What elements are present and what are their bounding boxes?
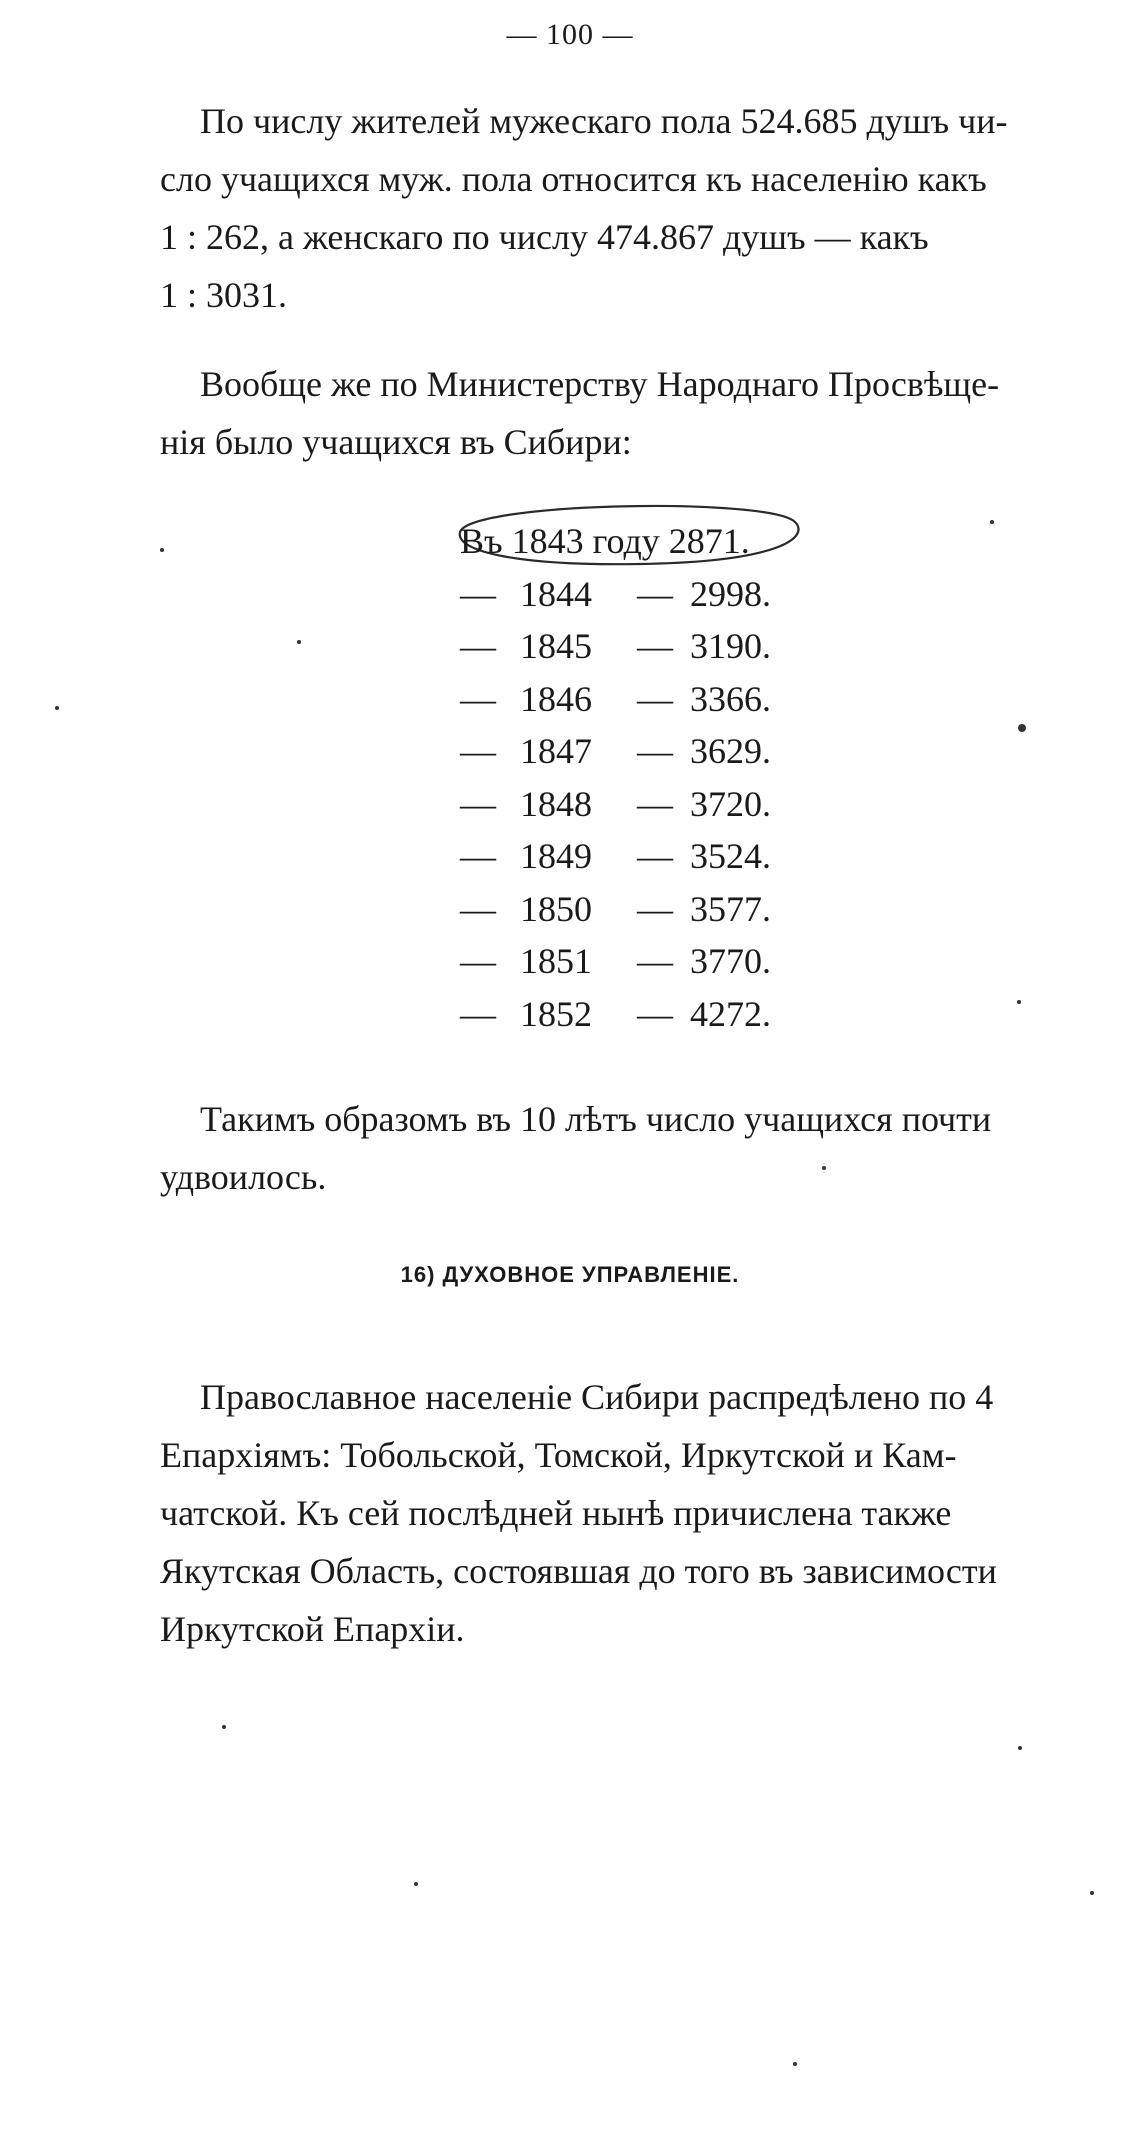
paragraph-ministry-students xyxy=(160,355,1080,471)
scan-speck xyxy=(414,1882,418,1886)
text-line: 1 : 262, а женскаго по числу 474.867 душъ — какъ xyxy=(160,217,929,257)
table-row xyxy=(460,568,800,621)
text-line: удвоилось. xyxy=(160,1157,327,1197)
count-cell: 4272. xyxy=(690,993,771,1034)
scan-speck xyxy=(990,520,994,524)
scan-speck xyxy=(297,640,301,644)
dash-separator: — xyxy=(637,993,673,1034)
count-cell: 2998. xyxy=(690,573,771,614)
table-row xyxy=(460,988,800,1041)
year-cell: 1847 xyxy=(520,731,592,771)
text-line: По числу жителей мужескаго пола 524.685 душъ чи- xyxy=(200,101,1008,141)
dash-separator: — xyxy=(460,941,496,981)
scan-speck xyxy=(1090,1891,1094,1895)
table-row xyxy=(460,673,800,726)
table-row xyxy=(460,778,800,831)
text-line: сло учащихся муж. пола относится къ населенію какъ xyxy=(160,159,987,199)
scan-speck xyxy=(1017,1000,1021,1004)
count-cell: 3366. xyxy=(690,678,771,719)
year-cell: 1850 xyxy=(520,888,592,929)
text-line: нія было учащихся въ Сибири: xyxy=(160,422,632,462)
scan-speck xyxy=(1018,724,1026,732)
dash-separator: — xyxy=(460,678,496,719)
text-line: чатской. Къ сей послѣдней нынѣ причислена также xyxy=(160,1493,952,1533)
dash-separator: — xyxy=(637,941,673,981)
scan-speck xyxy=(1018,1746,1022,1750)
dash-separator: — xyxy=(460,626,496,666)
section-heading: 16) ДУХОВНОЕ УПРАВЛЕНІЕ. xyxy=(400,1262,740,1287)
dash-separator: — xyxy=(460,573,496,614)
year-cell: 1852 xyxy=(520,993,592,1034)
paragraph-conclusion xyxy=(160,1090,1080,1206)
table-row xyxy=(460,620,800,673)
dash-separator: — xyxy=(460,731,496,771)
dash-separator: — xyxy=(460,993,496,1034)
count-cell: 3524. xyxy=(690,836,771,876)
count-cell: 3770. xyxy=(690,941,771,981)
count-cell: 3190. xyxy=(690,626,771,666)
page-number: — 100 — xyxy=(506,18,634,51)
text-line: Епархіямъ: Тобольской, Томской, Иркутской и Кам- xyxy=(160,1435,957,1475)
text-line: Такимъ образомъ въ 10 лѣтъ число учащихся почти xyxy=(200,1099,992,1139)
year-cell: 1849 xyxy=(520,836,592,876)
count-cell: 3577. xyxy=(690,888,771,929)
scan-speck xyxy=(822,1166,826,1170)
dash-separator: — xyxy=(637,626,673,666)
year-cell: 1845 xyxy=(520,626,592,666)
scan-speck xyxy=(222,1725,226,1729)
table-row xyxy=(460,935,800,988)
year-cell: 1844 xyxy=(520,573,592,614)
table-row xyxy=(460,725,800,778)
scan-speck xyxy=(55,706,59,710)
year-cell: 1851 xyxy=(520,941,592,981)
paragraph-population-ratio xyxy=(160,92,1080,324)
scan-speck xyxy=(160,548,164,552)
dash-separator: — xyxy=(460,783,496,824)
dash-separator: — xyxy=(637,731,673,771)
paragraph-dioceses xyxy=(160,1368,1080,1658)
table-row xyxy=(460,883,800,936)
table-row xyxy=(460,830,800,883)
dash-separator: — xyxy=(460,836,496,876)
dash-separator: — xyxy=(637,836,673,876)
text-line: Православное населеніе Сибири распредѣлено по 4 xyxy=(200,1377,994,1417)
dash-separator: — xyxy=(637,678,673,719)
count-cell: 3720. xyxy=(690,783,771,824)
dash-separator: — xyxy=(637,783,673,824)
dash-separator: — xyxy=(460,888,496,929)
year-cell: 1848 xyxy=(520,783,592,824)
text-line: Якутская Область, состоявшая до того въ зависимости xyxy=(160,1551,997,1591)
scan-speck xyxy=(793,2062,797,2066)
students-by-year-table xyxy=(460,515,800,1040)
year-cell: 1846 xyxy=(520,678,592,719)
count-cell: 3629. xyxy=(690,731,771,771)
text-line: Иркутской Епархіи. xyxy=(160,1609,465,1649)
text-line: 1 : 3031. xyxy=(160,275,288,315)
dash-separator: — xyxy=(637,573,673,614)
table-rows xyxy=(460,568,800,1041)
table-row: Въ 1843 году 2871. xyxy=(460,521,750,561)
dash-separator: — xyxy=(637,888,673,929)
text-line: Вообще же по Министерству Народнаго Просвѣще- xyxy=(200,364,1000,404)
